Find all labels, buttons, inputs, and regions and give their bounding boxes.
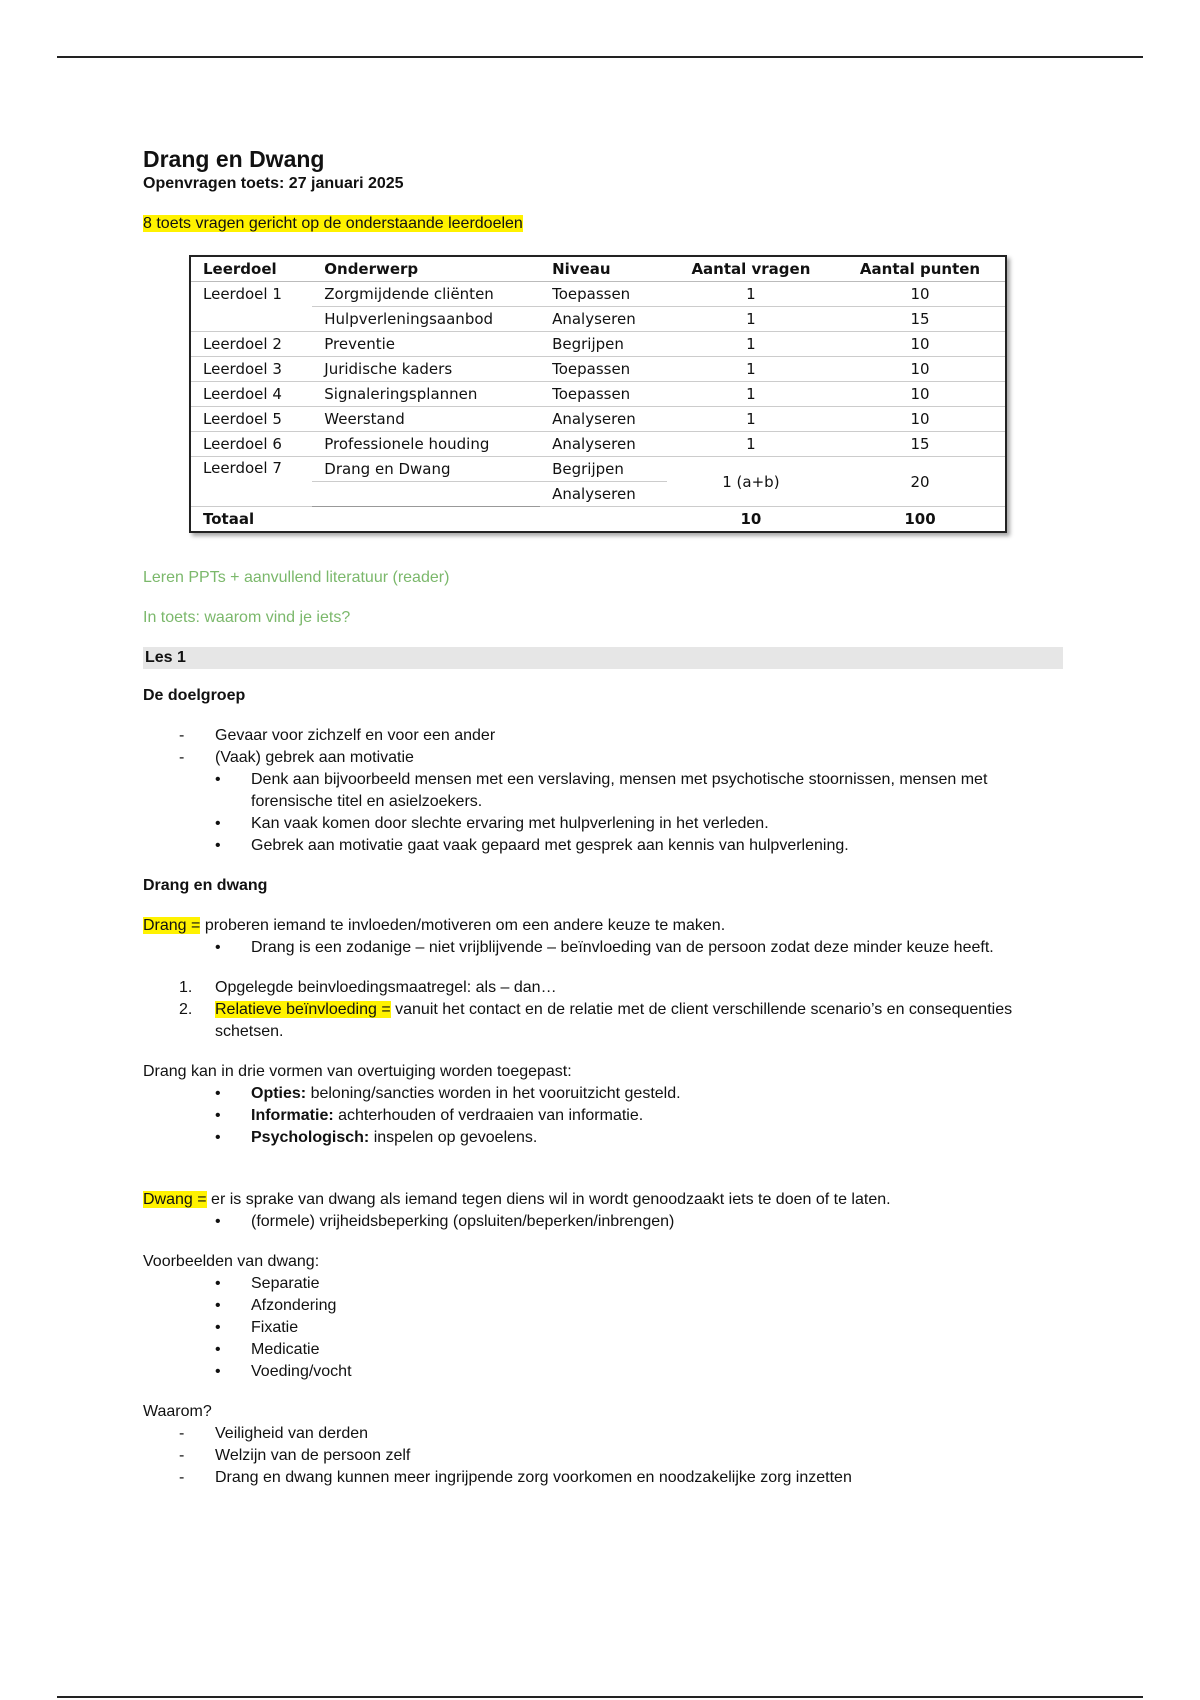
list-item: - Welzijn van de persoon zelf: [215, 1445, 1063, 1467]
list-item: • Voeding/vocht: [251, 1361, 1063, 1383]
voorbeelden-intro: Voorbeelden van dwang:: [143, 1253, 320, 1270]
subtitle: Openvragen toets: 27 januari 2025: [143, 175, 404, 192]
waarom-heading: Waarom?: [143, 1403, 212, 1420]
cell: Leerdoel 1: [203, 285, 282, 304]
col-onderwerp: Onderwerp: [312, 256, 540, 282]
cell: Analyseren: [540, 482, 667, 507]
learning-goals-table: [189, 255, 1007, 533]
numbered-list: [143, 977, 1063, 1043]
table-row: [190, 332, 1006, 357]
cell: Professionele houding: [312, 432, 540, 457]
list-item: 2. Relatieve beïnvloeding = vanuit het contact en de relatie met de client verschillende scenario’s en consequenties schetsen.: [179, 1001, 1013, 1040]
table-row: [190, 407, 1006, 432]
list-item: • Informatie: achterhouden of verdraaien van informatie.: [251, 1105, 1063, 1127]
cell: 15: [835, 432, 1006, 457]
table-row: [190, 432, 1006, 457]
cell: Leerdoel 2: [190, 332, 312, 357]
cell: Zorgmijdende cliënten: [312, 282, 540, 307]
cell: Analyseren: [540, 307, 667, 332]
dwang-definition: Dwang = er is sprake van dwang als iemand tegen diens wil in wordt genoodzaakt iets te doen of te laten.: [143, 1191, 891, 1208]
cell: 1: [667, 357, 835, 382]
cell: 10: [835, 357, 1006, 382]
cell: Leerdoel 5: [190, 407, 312, 432]
drang-definition: Drang = proberen iemand te invloeden/motiveren om een andere keuze te maken.: [143, 917, 726, 934]
doelgroep-sublist: [143, 769, 1063, 857]
heading-doelgroep: De doelgroep: [143, 687, 246, 704]
cell: Hulpverleningsaanbod: [312, 307, 540, 332]
cell: Weerstand: [312, 407, 540, 432]
cell: 1: [667, 382, 835, 407]
page-title: Drang en Dwang: [143, 146, 325, 172]
cell: 20: [835, 457, 1006, 507]
cell: Totaal: [190, 507, 312, 533]
cell: 10: [835, 407, 1006, 432]
col-leerdoel: Leerdoel: [190, 256, 312, 282]
list-item: • Psychologisch: inspelen op gevoelens.: [251, 1127, 1063, 1149]
cell: [312, 507, 540, 533]
waarom-list: [143, 1423, 1063, 1489]
section-bar: Les 1: [143, 647, 1063, 669]
cell: 1 (a+b): [667, 457, 835, 507]
col-niveau: Niveau: [540, 256, 667, 282]
note-toets: In toets: waarom vind je iets?: [143, 609, 351, 626]
cell: 10: [835, 332, 1006, 357]
list-item: 1. Opgelegde beinvloedingsmaatregel: als – dan…: [179, 979, 557, 996]
bottom-rule: [57, 1696, 1143, 1698]
table-total-row: [190, 507, 1006, 533]
list-item: • Medicatie: [251, 1339, 1063, 1361]
table-row: [190, 382, 1006, 407]
cell: Signaleringsplannen: [312, 382, 540, 407]
cell: Leerdoel 7: [190, 457, 312, 507]
cell: Juridische kaders: [312, 357, 540, 382]
list-item: - Veiligheid van derden: [215, 1423, 1063, 1445]
cell: Drang en Dwang: [312, 457, 540, 482]
list-item: • Kan vaak komen door slechte ervaring met hulpverlening in het verleden.: [251, 813, 1063, 835]
cell: 15: [835, 307, 1006, 332]
cell: Toepassen: [540, 282, 667, 307]
top-rule: [57, 56, 1143, 58]
drang-sublist: [143, 937, 1063, 959]
cell: [312, 482, 540, 507]
col-aantal-punten: Aantal punten: [835, 256, 1006, 282]
table-row: [190, 307, 1006, 332]
cell: [540, 507, 667, 533]
voorbeelden-list: [143, 1273, 1063, 1383]
cell: 10: [835, 382, 1006, 407]
vormen-intro: Drang kan in drie vormen van overtuiging worden toegepast:: [143, 1063, 572, 1080]
cell: 1: [667, 407, 835, 432]
cell: Begrijpen: [540, 457, 667, 482]
table-header-row: [190, 256, 1006, 282]
list-item: • Gebrek aan motivatie gaat vaak gepaard met gesprek aan kennis van hulpverlening.: [251, 835, 1063, 857]
cell: Analyseren: [540, 432, 667, 457]
vormen-list: [143, 1083, 1063, 1149]
cell: Begrijpen: [540, 332, 667, 357]
cell: Leerdoel 4: [190, 382, 312, 407]
list-item: • Separatie: [251, 1273, 1063, 1295]
heading-drang-dwang: Drang en dwang: [143, 877, 268, 894]
cell: Leerdoel 6: [190, 432, 312, 457]
cell: 100: [835, 507, 1006, 533]
document-page: [143, 145, 1063, 1489]
cell: 10: [835, 282, 1006, 307]
note-leren: Leren PPTs + aanvullend literatuur (reader): [143, 569, 450, 586]
cell: 1: [667, 332, 835, 357]
cell: Leerdoel 3: [190, 357, 312, 382]
cell: Analyseren: [540, 407, 667, 432]
list-item: • Opties: beloning/sancties worden in het vooruitzicht gesteld.: [251, 1083, 1063, 1105]
list-item: • Drang is een zodanige – niet vrijblijvende – beïnvloeding van de persoon zodat deze minder keuze heeft.: [251, 937, 1063, 959]
cell: 10: [667, 507, 835, 533]
list-item: • (formele) vrijheidsbeperking (opsluiten/beperken/inbrengen): [251, 1211, 1063, 1233]
table-row: [190, 357, 1006, 382]
cell: Toepassen: [540, 382, 667, 407]
cell: 1: [667, 282, 835, 307]
list-item: - (Vaak) gebrek aan motivatie: [215, 747, 1063, 769]
table-row: [190, 282, 1006, 307]
cell: [190, 307, 312, 332]
doelgroep-list: [143, 725, 1063, 769]
col-aantal-vragen: Aantal vragen: [667, 256, 835, 282]
list-item: - Drang en dwang kunnen meer ingrijpende zorg voorkomen en noodzakelijke zorg inzetten: [215, 1467, 1063, 1489]
intro-highlight: 8 toets vragen gericht op de onderstaande leerdoelen: [143, 215, 523, 232]
list-item: • Afzondering: [251, 1295, 1063, 1317]
cell: 1: [667, 307, 835, 332]
list-item: - Gevaar voor zichzelf en voor een ander: [215, 725, 1063, 747]
cell: Toepassen: [540, 357, 667, 382]
list-item: • Fixatie: [251, 1317, 1063, 1339]
dwang-sublist: [143, 1211, 1063, 1233]
table-row: [190, 457, 1006, 482]
cell: Preventie: [312, 332, 540, 357]
cell: 1: [667, 432, 835, 457]
list-item: • Denk aan bijvoorbeeld mensen met een verslaving, mensen met psychotische stoornissen, mensen met forensische titel en asielzoekers.: [251, 769, 1063, 813]
